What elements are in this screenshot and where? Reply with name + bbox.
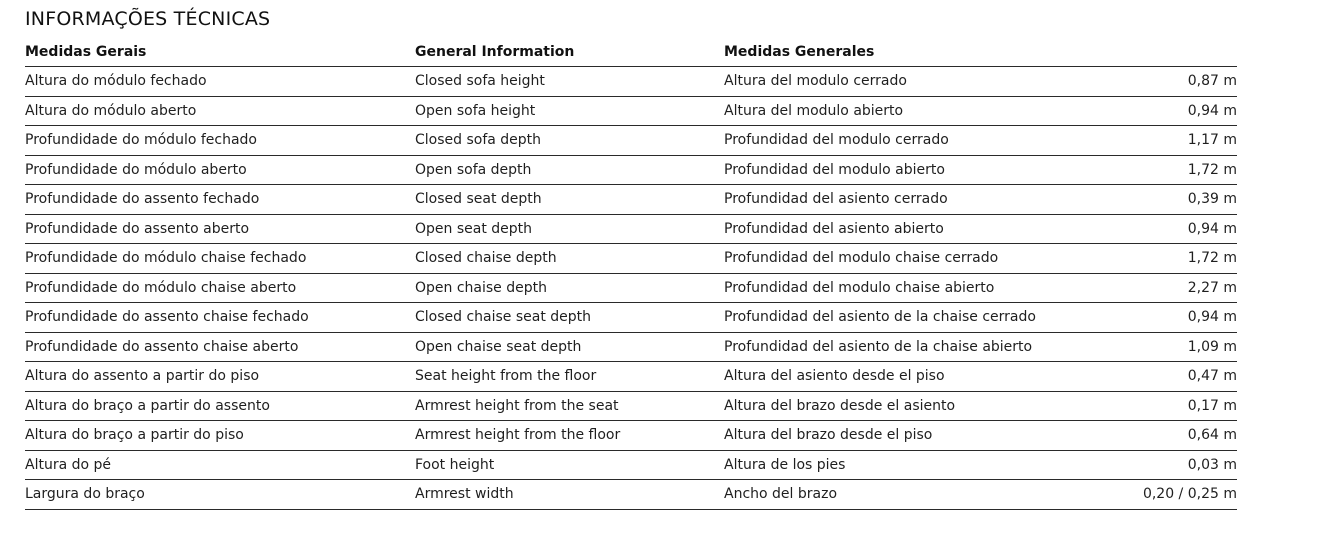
table-row bbox=[25, 332, 1237, 362]
table-row bbox=[25, 67, 1237, 97]
specs-table-body bbox=[25, 67, 1237, 510]
cell-en: Closed seat depth bbox=[415, 185, 724, 215]
table-row bbox=[25, 126, 1237, 156]
cell-en: Closed sofa height bbox=[415, 67, 724, 97]
cell-pt: Profundidade do módulo chaise aberto bbox=[25, 273, 415, 303]
header-en: General Information bbox=[415, 38, 724, 67]
cell-es: Profundidad del modulo abierto bbox=[724, 155, 1094, 185]
table-row bbox=[25, 185, 1237, 215]
cell-es: Profundidad del asiento de la chaise abierto bbox=[724, 332, 1094, 362]
cell-es: Ancho del brazo bbox=[724, 480, 1094, 510]
tech-info-sheet bbox=[25, 6, 1237, 510]
cell-es: Altura del brazo desde el asiento bbox=[724, 391, 1094, 421]
cell-pt: Profundidade do módulo chaise fechado bbox=[25, 244, 415, 274]
cell-en: Seat height from the floor bbox=[415, 362, 724, 392]
cell-pt: Profundidade do assento aberto bbox=[25, 214, 415, 244]
table-row bbox=[25, 362, 1237, 392]
cell-pt: Altura do módulo aberto bbox=[25, 96, 415, 126]
table-row bbox=[25, 303, 1237, 333]
cell-pt: Altura do assento a partir do piso bbox=[25, 362, 415, 392]
cell-en: Open sofa depth bbox=[415, 155, 724, 185]
cell-es: Profundidad del asiento abierto bbox=[724, 214, 1094, 244]
cell-es: Altura del modulo cerrado bbox=[724, 67, 1094, 97]
header-pt: Medidas Gerais bbox=[25, 38, 415, 67]
cell-en: Open sofa height bbox=[415, 96, 724, 126]
cell-value: 0,39 m bbox=[1094, 185, 1237, 215]
cell-es: Profundidad del asiento cerrado bbox=[724, 185, 1094, 215]
cell-value: 0,94 m bbox=[1094, 214, 1237, 244]
table-row bbox=[25, 244, 1237, 274]
cell-value: 0,20 / 0,25 m bbox=[1094, 480, 1237, 510]
cell-es: Profundidad del asiento de la chaise cerrado bbox=[724, 303, 1094, 333]
cell-es: Altura del modulo abierto bbox=[724, 96, 1094, 126]
table-row bbox=[25, 450, 1237, 480]
cell-en: Open chaise seat depth bbox=[415, 332, 724, 362]
cell-es: Profundidad del modulo chaise abierto bbox=[724, 273, 1094, 303]
header-value bbox=[1094, 38, 1237, 67]
cell-en: Armrest height from the floor bbox=[415, 421, 724, 451]
cell-value: 0,03 m bbox=[1094, 450, 1237, 480]
cell-pt: Profundidade do assento chaise fechado bbox=[25, 303, 415, 333]
cell-en: Foot height bbox=[415, 450, 724, 480]
cell-pt: Profundidade do assento chaise aberto bbox=[25, 332, 415, 362]
cell-es: Altura del asiento desde el piso bbox=[724, 362, 1094, 392]
cell-value: 1,09 m bbox=[1094, 332, 1237, 362]
specs-table-header bbox=[25, 38, 1237, 67]
table-row bbox=[25, 96, 1237, 126]
table-row bbox=[25, 155, 1237, 185]
cell-es: Altura de los pies bbox=[724, 450, 1094, 480]
cell-pt: Altura do braço a partir do piso bbox=[25, 421, 415, 451]
table-row bbox=[25, 391, 1237, 421]
cell-value: 2,27 m bbox=[1094, 273, 1237, 303]
cell-pt: Profundidade do módulo aberto bbox=[25, 155, 415, 185]
cell-es: Profundidad del modulo cerrado bbox=[724, 126, 1094, 156]
cell-value: 0,17 m bbox=[1094, 391, 1237, 421]
cell-en: Closed chaise depth bbox=[415, 244, 724, 274]
header-row bbox=[25, 38, 1237, 67]
table-row bbox=[25, 214, 1237, 244]
page-title: INFORMAÇÕES TÉCNICAS bbox=[25, 8, 271, 30]
header-es: Medidas Generales bbox=[724, 38, 1094, 67]
cell-en: Open chaise depth bbox=[415, 273, 724, 303]
cell-es: Profundidad del modulo chaise cerrado bbox=[724, 244, 1094, 274]
cell-en: Armrest height from the seat bbox=[415, 391, 724, 421]
cell-en: Closed sofa depth bbox=[415, 126, 724, 156]
cell-en: Open seat depth bbox=[415, 214, 724, 244]
cell-pt: Profundidade do assento fechado bbox=[25, 185, 415, 215]
cell-en: Armrest width bbox=[415, 480, 724, 510]
cell-pt: Profundidade do módulo fechado bbox=[25, 126, 415, 156]
cell-value: 0,47 m bbox=[1094, 362, 1237, 392]
cell-value: 0,94 m bbox=[1094, 96, 1237, 126]
specs-table bbox=[25, 38, 1237, 510]
table-row bbox=[25, 421, 1237, 451]
cell-en: Closed chaise seat depth bbox=[415, 303, 724, 333]
cell-value: 0,94 m bbox=[1094, 303, 1237, 333]
cell-value: 0,64 m bbox=[1094, 421, 1237, 451]
table-row bbox=[25, 273, 1237, 303]
cell-es: Altura del brazo desde el piso bbox=[724, 421, 1094, 451]
cell-pt: Altura do pé bbox=[25, 450, 415, 480]
cell-value: 1,17 m bbox=[1094, 126, 1237, 156]
cell-pt: Altura do módulo fechado bbox=[25, 67, 415, 97]
cell-value: 0,87 m bbox=[1094, 67, 1237, 97]
cell-pt: Largura do braço bbox=[25, 480, 415, 510]
cell-pt: Altura do braço a partir do assento bbox=[25, 391, 415, 421]
table-row bbox=[25, 480, 1237, 510]
cell-value: 1,72 m bbox=[1094, 244, 1237, 274]
cell-value: 1,72 m bbox=[1094, 155, 1237, 185]
